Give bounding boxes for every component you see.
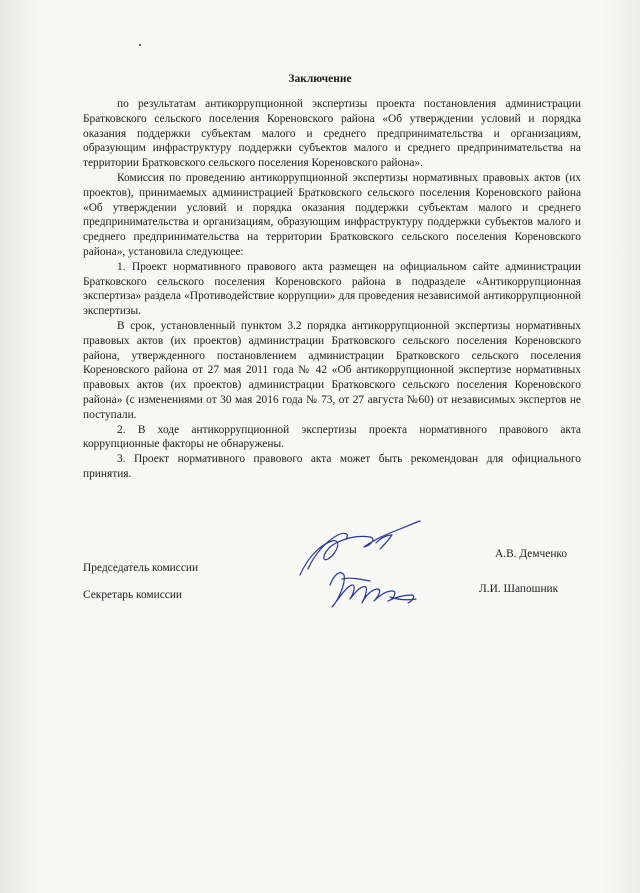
document-title: Заключение	[288, 73, 352, 85]
signature-stroke	[330, 573, 414, 607]
paragraph-point-2: 2. В ходе антикоррупционной экспертизы проекта нормативного правового акта коррупционные факторы не обнаружены.	[83, 423, 581, 451]
secretary-name: Л.И. Шапошник	[479, 583, 559, 595]
paragraph-commission: Комиссия по проведению антикоррупционной экспертизы нормативных правовых актов (их проектов), принимаемых администрацией Братковского сельского поселения Кореновского района «Об утверждении условий и порядка оказания поддержки субъектам малого и среднего предпринимательства и организациям, образующим инфраструктуру поддержки субъектов малого и среднего предпринимательства на территории Братковского сельского поселения Кореновского района», установила следующее:	[83, 171, 581, 258]
paragraph-deadline: В срок, установленный пунктом 3.2 порядка антикоррупционной экспертизы нормативных правовых актов (их проектов) администрации Братковского сельского поселения Кореновского района, утвержденного постановлением администрации Братковского сельского поселения Кореновского района от 27 мая 2011 года № 42 «Об антикоррупционной экспертизе нормативных правовых актов (их проектов) администрации Братковского сельского поселения Кореновского района» (с изменениями от 30 мая 2016 года № 73, от 27 августа №60) от независимых экспертов не поступали.	[83, 319, 581, 421]
handwritten-signature	[280, 505, 450, 625]
paragraph-point-3: 3. Проект нормативного правового акта может быть рекомендован для официального принятия.	[83, 453, 581, 480]
signature-stroke	[376, 535, 392, 549]
signature-strokes	[300, 521, 420, 607]
document-body	[83, 97, 581, 482]
chair-label: Председатель комиссии	[83, 562, 199, 574]
signature-stroke	[308, 533, 347, 569]
paragraph-point-1: 1. Проект нормативного правового акта размещен на официальном сайте администрации Братковского сельского поселения Кореновского района в подразделе «Антикоррупционная экспертиза» раздела «Противодействие коррупции» для проведения независимой антикоррупционной экспертизы.	[83, 260, 581, 318]
signature-stroke	[300, 521, 420, 575]
signature-stroke	[342, 578, 370, 581]
speck	[139, 44, 141, 46]
secretary-label: Секретарь комиссии	[83, 589, 183, 601]
paragraph-subject: по результатам антикоррупционной экспертизы проекта постановления администрации Братковского сельского поселения Кореновского района «Об утверждении условий и порядка оказания поддержки субъектам малого и среднего предпринимательства и организациям, образующим инфраструктуру поддержки субъектов малого и среднего предпринимательства на территории Братковского сельского поселения Кореновского района».	[83, 98, 581, 170]
chair-name: А.В. Демченко	[495, 548, 568, 560]
